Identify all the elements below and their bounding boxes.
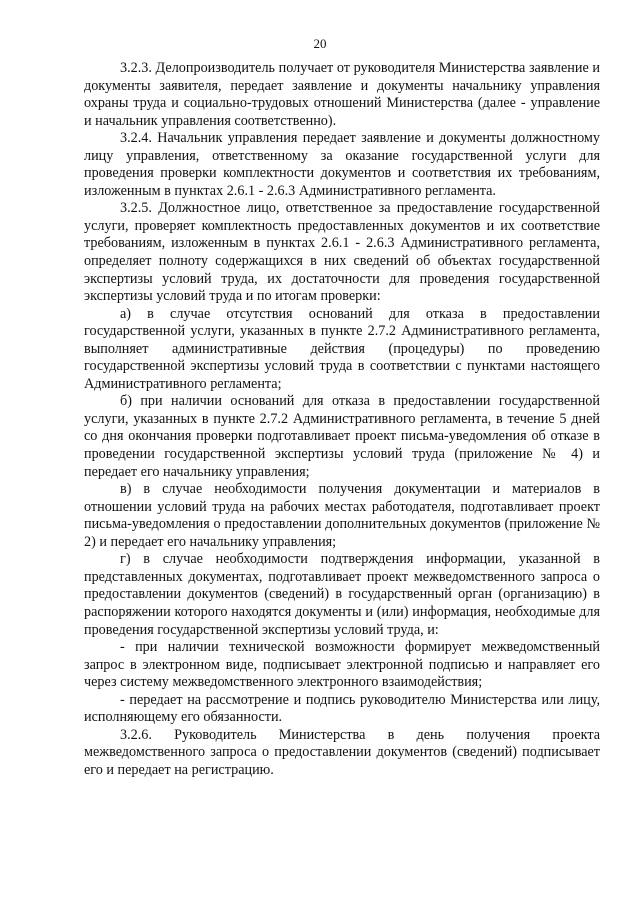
paragraph-3-2-4: 3.2.4. Начальник управления передает заявление и документы должностному лицу управления, ответственному за оказание государственной услуги для проведения проверки комплектности документов и соответствия их требованиям, изложенным в пунктах 2.6.1 - 2.6.3 Административного регламента. (84, 130, 600, 199)
page-number: 20 (313, 36, 327, 51)
list-item-v: в) в случае необходимости получения документации и материалов в отношении условий труда на рабочих местах работодателя, подготавливает проект письма-уведомления о предоставлении дополнительных документов (приложение № 2) и передает его начальнику управления; (84, 481, 600, 550)
paragraph-3-2-6: 3.2.6. Руководитель Министерства в день получения проекта межведомственного запроса о предоставлении документов (сведений) подписывает его и передает на регистрацию. (84, 726, 600, 778)
paragraph-3-2-3: 3.2.3. Делопроизводитель получает от руководителя Министерства заявление и документы заявителя, передает заявление и документы начальнику управления охраны труда и социально-трудовых отношений Министерства (далее - управление и начальник управления соответственно). (84, 60, 600, 129)
dash-item-submit-for-signature: - передает на рассмотрение и подпись руководителю Министерства или лицу, исполняющему его обязанности. (84, 691, 600, 726)
dash-item-electronic-request: - при наличии технической возможности формирует межведомственный запрос в электронном виде, подписывает электронной подписью и направляет его через систему межведомственного электронного взаимодействия; (84, 639, 600, 691)
document-body (84, 60, 600, 779)
list-item-b: б) при наличии оснований для отказа в предоставлении государственной услуги, указанных в пункте 2.7.2 Административного регламента, в течение 5 дней со дня окончания проверки подготавливает проект письма-уведомления об отказе в проведении государственной экспертизы условий труда (приложение № 4) и передает его начальнику управления; (84, 393, 600, 480)
list-item-g: г) в случае необходимости подтверждения информации, указанной в представленных документах, подготавливает проект межведомственного запроса о предоставлении документов (сведений) в государственный орган (организацию) в распоряжении которого находятся документы и (или) информация, необходимые для проведения государственной экспертизы условий труда, и: (84, 551, 600, 638)
list-item-a: а) в случае отсутствия оснований для отказа в предоставлении государственной услуги, указанных в пункте 2.7.2 Административного регламента, выполняет административные действия (процедуры) по проведению государственной экспертизы условий труда в соответствии с пунктами настоящего Административного регламента; (84, 305, 600, 392)
paragraph-3-2-5: 3.2.5. Должностное лицо, ответственное за предоставление государственной услуги, проверяет комплектность предоставленных документов и их соответствие требованиям, изложенным в пунктах 2.6.1 - 2.6.3 Административного регламента, определяет полноту содержащихся в них сведений об объектах государственной экспертизы условий труда, их достаточности для проведения государственной экспертизы условий труда и по итогам проверки: (84, 200, 600, 305)
